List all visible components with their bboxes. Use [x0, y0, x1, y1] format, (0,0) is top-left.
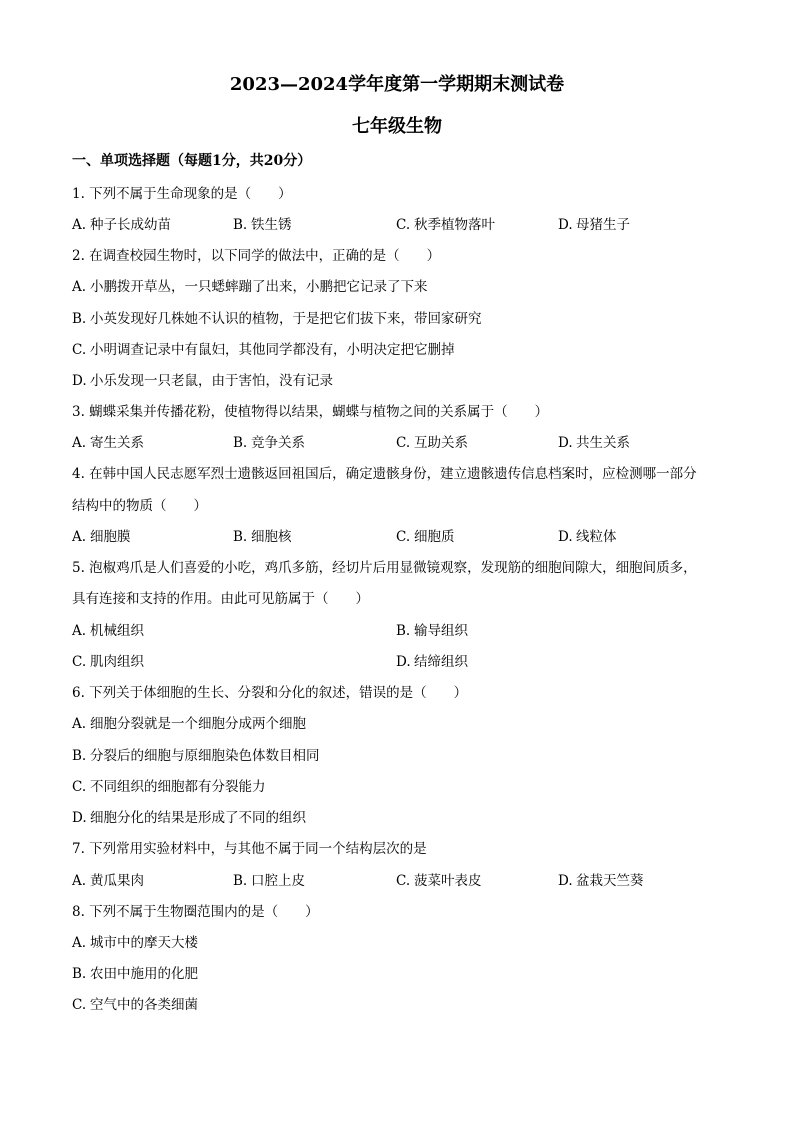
question-stem: 3. 蝴蝶采集并传播花粉，使植物得以结果，蝴蝶与植物之间的关系属于（ ） [72, 404, 549, 420]
option: A. 细胞膜 [72, 529, 131, 545]
question-stem-continued: 具有连接和支持的作用。由此可见筋属于（ ） [72, 591, 369, 607]
option: C. 细胞质 [396, 529, 455, 545]
question-stem: 6. 下列关于体细胞的生长、分裂和分化的叙述，错误的是（ ） [72, 685, 468, 701]
option: B. 铁生锈 [233, 217, 292, 233]
option: C. 菠菜叶表皮 [396, 873, 482, 889]
question-stem: 8. 下列不属于生物圈范围内的是（ ） [72, 904, 319, 920]
exam-title: 2023—2024学年度第一学期期末测试卷 [229, 74, 565, 95]
option: C. 空气中的各类细菌 [72, 997, 198, 1013]
option: C. 互助关系 [396, 435, 468, 451]
option: D. 母猪生子 [558, 217, 630, 233]
option: D. 线粒体 [558, 529, 617, 545]
question-stem: 2. 在调查校园生物时，以下同学的做法中，正确的是（ ） [72, 248, 441, 264]
option: D. 细胞分化的结果是形成了不同的组织 [72, 810, 306, 826]
option: C. 不同组织的细胞都有分裂能力 [72, 779, 266, 795]
option: A. 寄生关系 [72, 435, 144, 451]
question-stem-continued: 结构中的物质（ ） [72, 498, 207, 514]
question-stem: 7. 下列常用实验材料中，与其他不属于同一个结构层次的是 [72, 841, 427, 857]
option: C. 肌肉组织 [72, 654, 144, 670]
option: B. 细胞核 [233, 529, 292, 545]
option: D. 小乐发现一只老鼠，由于害怕，没有记录 [72, 373, 333, 389]
option: A. 种子长成幼苗 [72, 217, 171, 233]
option: A. 机械组织 [72, 623, 144, 639]
option: A. 细胞分裂就是一个细胞分成两个细胞 [72, 716, 306, 732]
option: D. 共生关系 [558, 435, 630, 451]
exam-subtitle: 七年级生物 [352, 116, 442, 137]
option: C. 秋季植物落叶 [396, 217, 495, 233]
question-stem: 1. 下列不属于生命现象的是（ ） [72, 186, 292, 202]
option: A. 小鹏拨开草丛，一只蟋蟀蹦了出来，小鹏把它记录了下来 [72, 279, 428, 295]
section-heading: 一、单项选择题（每题1分，共20分） [72, 153, 312, 169]
option: B. 竞争关系 [233, 435, 305, 451]
option: B. 输导组织 [396, 623, 468, 639]
option: D. 盆栽天竺葵 [558, 873, 644, 889]
option: A. 城市中的摩天大楼 [72, 935, 198, 951]
question-stem: 4. 在韩中国人民志愿军烈士遗骸返回祖国后，确定遗骸身份，建立遗骸遗传信息档案时，应检测哪一部分 [72, 466, 697, 482]
option: B. 分裂后的细胞与原细胞染色体数目相同 [72, 748, 320, 764]
option: A. 黄瓜果肉 [72, 873, 144, 889]
option: D. 结缔组织 [396, 654, 468, 670]
option: B. 口腔上皮 [233, 873, 305, 889]
option: C. 小明调查记录中有鼠妇，其他同学都没有，小明决定把它删掉 [72, 342, 455, 358]
option: B. 小英发现好几株她不认识的植物，于是把它们拔下来，带回家研究 [72, 311, 482, 327]
option: B. 农田中施用的化肥 [72, 966, 198, 982]
question-stem: 5. 泡椒鸡爪是人们喜爱的小吃，鸡爪多筋，经切片后用显微镜观察，发现筋的细胞间隙大，细胞间质多， [72, 560, 697, 576]
